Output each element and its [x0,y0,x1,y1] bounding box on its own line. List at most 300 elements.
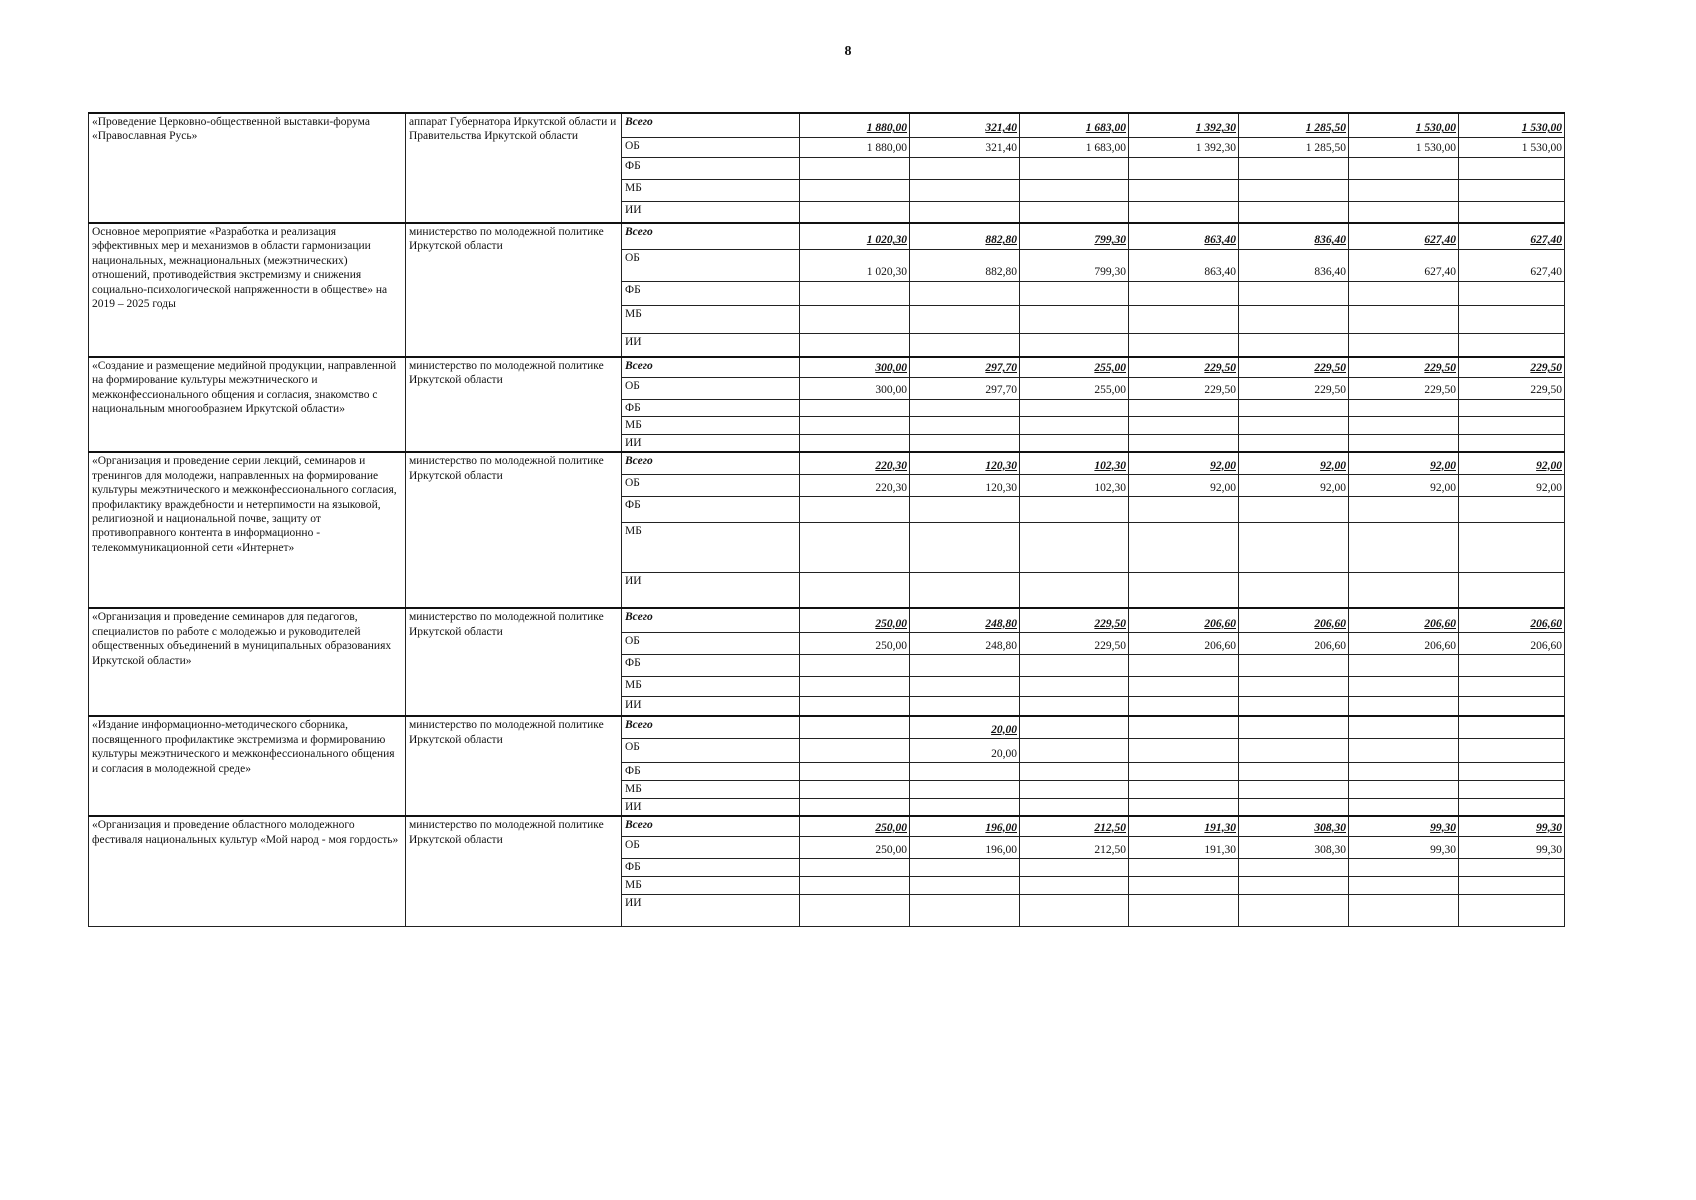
amount-cell [1459,572,1565,608]
funding-source-label: ИИ [622,434,800,452]
amount-cell: 92,00 [1459,474,1565,496]
funding-source-label: Всего [622,357,800,377]
funding-source-label: Всего [622,816,800,836]
amount-cell [800,281,910,305]
amount-cell [1239,572,1349,608]
amount-cell [1459,522,1565,572]
amount-cell [1020,281,1129,305]
amount-cell [1239,762,1349,780]
amount-cell [1129,894,1239,926]
amount-cell [1020,434,1129,452]
amount-cell [1459,157,1565,179]
amount-cell [1020,798,1129,816]
executor-name: министерство по молодежной политике Иркутской области [406,716,622,816]
amount-cell: 212,50 [1020,816,1129,836]
amount-cell [800,858,910,876]
amount-cell: 92,00 [1239,452,1349,474]
funding-source-label: МБ [622,416,800,434]
funding-source-label: ФБ [622,762,800,780]
activity-name: «Организация и проведение серии лекций, семинаров и тренингов для молодежи, направленных на формирование культуры межэтнического и межконфессионального согласия, профилактику враждебности и нетерпимости на языковой, религиозной и национальной почве, защиту от противоправного контента в информационно - телекоммуникационной сети «Интернет» [89,452,406,608]
amount-cell [800,762,910,780]
amount-cell [1129,496,1239,522]
amount-cell: 120,30 [910,474,1020,496]
amount-cell [1459,416,1565,434]
amount-cell [1129,876,1239,894]
table-row [89,452,1565,474]
amount-cell [1239,399,1349,416]
amount-cell [800,716,910,738]
page-number: 8 [844,44,852,59]
funding-source-label: ОБ [622,632,800,654]
funding-source-label: ФБ [622,157,800,179]
amount-cell [1129,416,1239,434]
amount-cell: 836,40 [1239,223,1349,249]
amount-cell: 1 285,50 [1239,137,1349,157]
table-row [89,113,1565,137]
amount-cell: 1 530,00 [1349,113,1459,137]
amount-cell [1239,179,1349,201]
amount-cell [910,434,1020,452]
amount-cell: 1 392,30 [1129,113,1239,137]
amount-cell: 206,60 [1239,608,1349,632]
amount-cell [1459,738,1565,762]
amount-cell: 300,00 [800,377,910,399]
amount-cell [800,399,910,416]
amount-cell [910,281,1020,305]
funding-source-label: ФБ [622,858,800,876]
amount-cell: 1 020,30 [800,249,910,281]
funding-source-label: Всего [622,608,800,632]
funding-source-label: Всего [622,716,800,738]
amount-cell [1239,157,1349,179]
amount-cell [1020,696,1129,716]
amount-cell [910,780,1020,798]
amount-cell [1020,201,1129,223]
amount-cell: 308,30 [1239,816,1349,836]
amount-cell: 250,00 [800,836,910,858]
funding-source-label: ОБ [622,738,800,762]
funding-source-label: ОБ [622,836,800,858]
funding-source-label: Всего [622,223,800,249]
amount-cell: 300,00 [800,357,910,377]
amount-cell: 99,30 [1459,816,1565,836]
amount-cell [800,572,910,608]
executor-name: министерство по молодежной политике Иркутской области [406,223,622,357]
amount-cell [800,798,910,816]
amount-cell: 212,50 [1020,836,1129,858]
funding-source-label: МБ [622,780,800,798]
funding-source-label: Всего [622,113,800,137]
amount-cell [910,654,1020,676]
amount-cell: 229,50 [1349,357,1459,377]
amount-cell [1349,798,1459,816]
amount-cell [910,305,1020,333]
amount-cell: 321,40 [910,113,1020,137]
amount-cell [800,179,910,201]
funding-source-label: ИИ [622,333,800,357]
amount-cell [800,894,910,926]
amount-cell: 229,50 [1129,357,1239,377]
amount-cell [1349,572,1459,608]
amount-cell: 1 392,30 [1129,137,1239,157]
funding-source-label: ОБ [622,377,800,399]
amount-cell [1129,157,1239,179]
amount-cell [1129,201,1239,223]
funding-source-label: МБ [622,522,800,572]
amount-cell [1239,281,1349,305]
amount-cell [800,416,910,434]
amount-cell: 191,30 [1129,816,1239,836]
amount-cell: 206,60 [1349,632,1459,654]
funding-source-label: МБ [622,179,800,201]
amount-cell [1459,894,1565,926]
amount-cell [1129,858,1239,876]
amount-cell [1020,762,1129,780]
amount-cell [1129,281,1239,305]
amount-cell [800,305,910,333]
amount-cell [1349,496,1459,522]
table-row [89,223,1565,249]
amount-cell [1239,522,1349,572]
amount-cell [800,654,910,676]
amount-cell: 627,40 [1349,249,1459,281]
activity-name: Основное мероприятие «Разработка и реализация эффективных мер и механизмов в области гармонизации национальных, межнациональных (межэтнических) отношений, противодействия экстремизму и снижения социально-психологической напряженности в обществе» на 2019 – 2025 годы [89,223,406,357]
funding-source-label: ФБ [622,654,800,676]
amount-cell: 799,30 [1020,249,1129,281]
amount-cell [1020,654,1129,676]
table-row [89,608,1565,632]
amount-cell [1349,434,1459,452]
amount-cell [1349,201,1459,223]
amount-cell [910,399,1020,416]
amount-cell [1020,676,1129,696]
amount-cell: 882,80 [910,223,1020,249]
amount-cell: 220,30 [800,452,910,474]
amount-cell: 1 530,00 [1459,137,1565,157]
executor-name: министерство по молодежной политике Иркутской области [406,608,622,716]
funding-source-label: МБ [622,676,800,696]
amount-cell: 229,50 [1020,608,1129,632]
amount-cell [910,157,1020,179]
amount-cell [800,496,910,522]
amount-cell [1020,179,1129,201]
funding-source-label: ФБ [622,496,800,522]
amount-cell [1020,416,1129,434]
amount-cell [1459,798,1565,816]
table-row [89,716,1565,738]
amount-cell [1239,696,1349,716]
funding-source-label: ОБ [622,474,800,496]
amount-cell [1129,522,1239,572]
amount-cell [1020,522,1129,572]
amount-cell: 99,30 [1349,836,1459,858]
amount-cell: 92,00 [1349,452,1459,474]
amount-cell [1349,858,1459,876]
amount-cell: 196,00 [910,836,1020,858]
amount-cell [910,522,1020,572]
amount-cell [1349,399,1459,416]
amount-cell [1129,676,1239,696]
amount-cell [1349,416,1459,434]
amount-cell [1349,281,1459,305]
amount-cell: 1 683,00 [1020,137,1129,157]
amount-cell [1239,894,1349,926]
amount-cell: 206,60 [1459,632,1565,654]
amount-cell [910,876,1020,894]
budget-table [88,112,1565,927]
amount-cell: 206,60 [1349,608,1459,632]
amount-cell [1239,434,1349,452]
amount-cell [1459,858,1565,876]
amount-cell: 220,30 [800,474,910,496]
amount-cell: 627,40 [1459,223,1565,249]
funding-source-label: МБ [622,305,800,333]
amount-cell: 250,00 [800,816,910,836]
amount-cell [1020,716,1129,738]
amount-cell [1020,305,1129,333]
amount-cell [1239,654,1349,676]
amount-cell: 196,00 [910,816,1020,836]
amount-cell [1239,201,1349,223]
executor-name: аппарат Губернатора Иркутской области и Правительства Иркутской области [406,113,622,223]
activity-name: «Создание и размещение медийной продукции, направленной на формирование культуры межэтнического и межконфессионального общения и согласия, знакомство с национальным многообразием Иркутской области» [89,357,406,452]
activity-name: «Издание информационно-методического сборника, посвященного профилактике экстремизма и формированию культуры межэтнического и межконфессионального общения и согласия в молодежной среде» [89,716,406,816]
amount-cell [910,696,1020,716]
amount-cell [1349,876,1459,894]
amount-cell: 229,50 [1239,377,1349,399]
amount-cell: 92,00 [1129,474,1239,496]
amount-cell [1020,780,1129,798]
amount-cell [1349,333,1459,357]
amount-cell [1349,696,1459,716]
amount-cell [1459,333,1565,357]
activity-name: «Организация и проведение семинаров для педагогов, специалистов по работе с молодежью и руководителей общественных объединений в муниципальных образованиях Иркутской области» [89,608,406,716]
amount-cell [1129,179,1239,201]
amount-cell: 102,30 [1020,452,1129,474]
amount-cell: 1 880,00 [800,113,910,137]
amount-cell [1129,399,1239,416]
amount-cell [1349,654,1459,676]
amount-cell [910,572,1020,608]
amount-cell [1129,572,1239,608]
amount-cell [1129,762,1239,780]
amount-cell: 229,50 [1459,357,1565,377]
amount-cell: 206,60 [1129,632,1239,654]
funding-source-label: ИИ [622,696,800,716]
amount-cell [1459,876,1565,894]
amount-cell [910,416,1020,434]
funding-source-label: ОБ [622,137,800,157]
funding-source-label: МБ [622,876,800,894]
amount-cell [1020,399,1129,416]
executor-name: министерство по молодежной политике Иркутской области [406,357,622,452]
executor-name: министерство по молодежной политике Иркутской области [406,816,622,926]
amount-cell [1239,858,1349,876]
amount-cell: 255,00 [1020,357,1129,377]
amount-cell [910,858,1020,876]
amount-cell [1129,738,1239,762]
amount-cell [1129,654,1239,676]
amount-cell [1459,676,1565,696]
amount-cell [1020,496,1129,522]
amount-cell [1129,798,1239,816]
amount-cell [910,333,1020,357]
executor-name: министерство по молодежной политике Иркутской области [406,452,622,608]
amount-cell [1459,434,1565,452]
amount-cell [910,798,1020,816]
amount-cell [800,434,910,452]
amount-cell [1349,762,1459,780]
amount-cell [1239,876,1349,894]
amount-cell [1020,572,1129,608]
activity-name: «Организация и проведение областного молодежного фестиваля национальных культур «Мой народ - моя гордость» [89,816,406,926]
amount-cell [910,201,1020,223]
amount-cell [800,676,910,696]
amount-cell [1349,716,1459,738]
amount-cell [800,738,910,762]
amount-cell: 206,60 [1129,608,1239,632]
amount-cell: 20,00 [910,738,1020,762]
amount-cell [1239,333,1349,357]
amount-cell [1459,780,1565,798]
amount-cell [910,894,1020,926]
amount-cell [800,876,910,894]
amount-cell: 297,70 [910,377,1020,399]
amount-cell [910,179,1020,201]
funding-source-label: ФБ [622,281,800,305]
amount-cell: 297,70 [910,357,1020,377]
funding-source-label: ИИ [622,798,800,816]
amount-cell: 229,50 [1020,632,1129,654]
amount-cell: 863,40 [1129,223,1239,249]
amount-cell [1020,738,1129,762]
amount-cell [1349,738,1459,762]
amount-cell [1020,894,1129,926]
amount-cell [1459,281,1565,305]
amount-cell [1459,716,1565,738]
amount-cell [1239,738,1349,762]
amount-cell: 1 285,50 [1239,113,1349,137]
funding-source-label: ИИ [622,894,800,926]
amount-cell [1129,434,1239,452]
amount-cell: 102,30 [1020,474,1129,496]
amount-cell [1129,780,1239,798]
amount-cell: 20,00 [910,716,1020,738]
amount-cell [1459,179,1565,201]
amount-cell: 882,80 [910,249,1020,281]
amount-cell: 92,00 [1459,452,1565,474]
amount-cell [800,201,910,223]
amount-cell [1020,858,1129,876]
amount-cell [800,780,910,798]
funding-source-label: Всего [622,452,800,474]
amount-cell [1349,780,1459,798]
amount-cell [910,762,1020,780]
funding-source-label: ОБ [622,249,800,281]
amount-cell: 229,50 [1129,377,1239,399]
amount-cell [1349,157,1459,179]
amount-cell [1459,654,1565,676]
funding-source-label: ИИ [622,201,800,223]
amount-cell [910,676,1020,696]
amount-cell [1239,416,1349,434]
amount-cell [1459,201,1565,223]
amount-cell [800,522,910,572]
amount-cell [1349,894,1459,926]
amount-cell: 255,00 [1020,377,1129,399]
amount-cell: 627,40 [1349,223,1459,249]
amount-cell: 1 530,00 [1459,113,1565,137]
amount-cell [1459,762,1565,780]
amount-cell: 206,60 [1239,632,1349,654]
table-row [89,816,1565,836]
amount-cell: 229,50 [1239,357,1349,377]
amount-cell: 863,40 [1129,249,1239,281]
amount-cell [1129,716,1239,738]
amount-cell: 99,30 [1349,816,1459,836]
amount-cell [1349,522,1459,572]
amount-cell: 229,50 [1349,377,1459,399]
activity-name: «Проведение Церковно-общественной выставки-форума «Православная Русь» [89,113,406,223]
amount-cell: 836,40 [1239,249,1349,281]
amount-cell: 248,80 [910,632,1020,654]
amount-cell [800,696,910,716]
amount-cell [1459,399,1565,416]
amount-cell: 206,60 [1459,608,1565,632]
amount-cell [910,496,1020,522]
amount-cell [1459,496,1565,522]
amount-cell [1020,333,1129,357]
amount-cell [1239,716,1349,738]
amount-cell [1239,496,1349,522]
amount-cell: 248,80 [910,608,1020,632]
amount-cell: 250,00 [800,608,910,632]
amount-cell: 92,00 [1349,474,1459,496]
amount-cell: 308,30 [1239,836,1349,858]
amount-cell [1129,305,1239,333]
amount-cell: 99,30 [1459,836,1565,858]
amount-cell: 321,40 [910,137,1020,157]
amount-cell: 92,00 [1129,452,1239,474]
amount-cell: 799,30 [1020,223,1129,249]
amount-cell: 229,50 [1459,377,1565,399]
funding-source-label: ИИ [622,572,800,608]
amount-cell [800,157,910,179]
amount-cell: 191,30 [1129,836,1239,858]
amount-cell [1459,305,1565,333]
amount-cell [1239,798,1349,816]
amount-cell: 627,40 [1459,249,1565,281]
amount-cell: 1 683,00 [1020,113,1129,137]
amount-cell: 120,30 [910,452,1020,474]
amount-cell: 1 020,30 [800,223,910,249]
amount-cell: 92,00 [1239,474,1349,496]
amount-cell: 1 880,00 [800,137,910,157]
amount-cell [1129,333,1239,357]
amount-cell [1349,179,1459,201]
amount-cell [1459,696,1565,716]
amount-cell [1020,876,1129,894]
amount-cell: 1 530,00 [1349,137,1459,157]
amount-cell [1349,305,1459,333]
amount-cell [1239,676,1349,696]
amount-cell [1239,305,1349,333]
amount-cell [1239,780,1349,798]
amount-cell [800,333,910,357]
amount-cell [1129,696,1239,716]
funding-source-label: ФБ [622,399,800,416]
amount-cell [1020,157,1129,179]
